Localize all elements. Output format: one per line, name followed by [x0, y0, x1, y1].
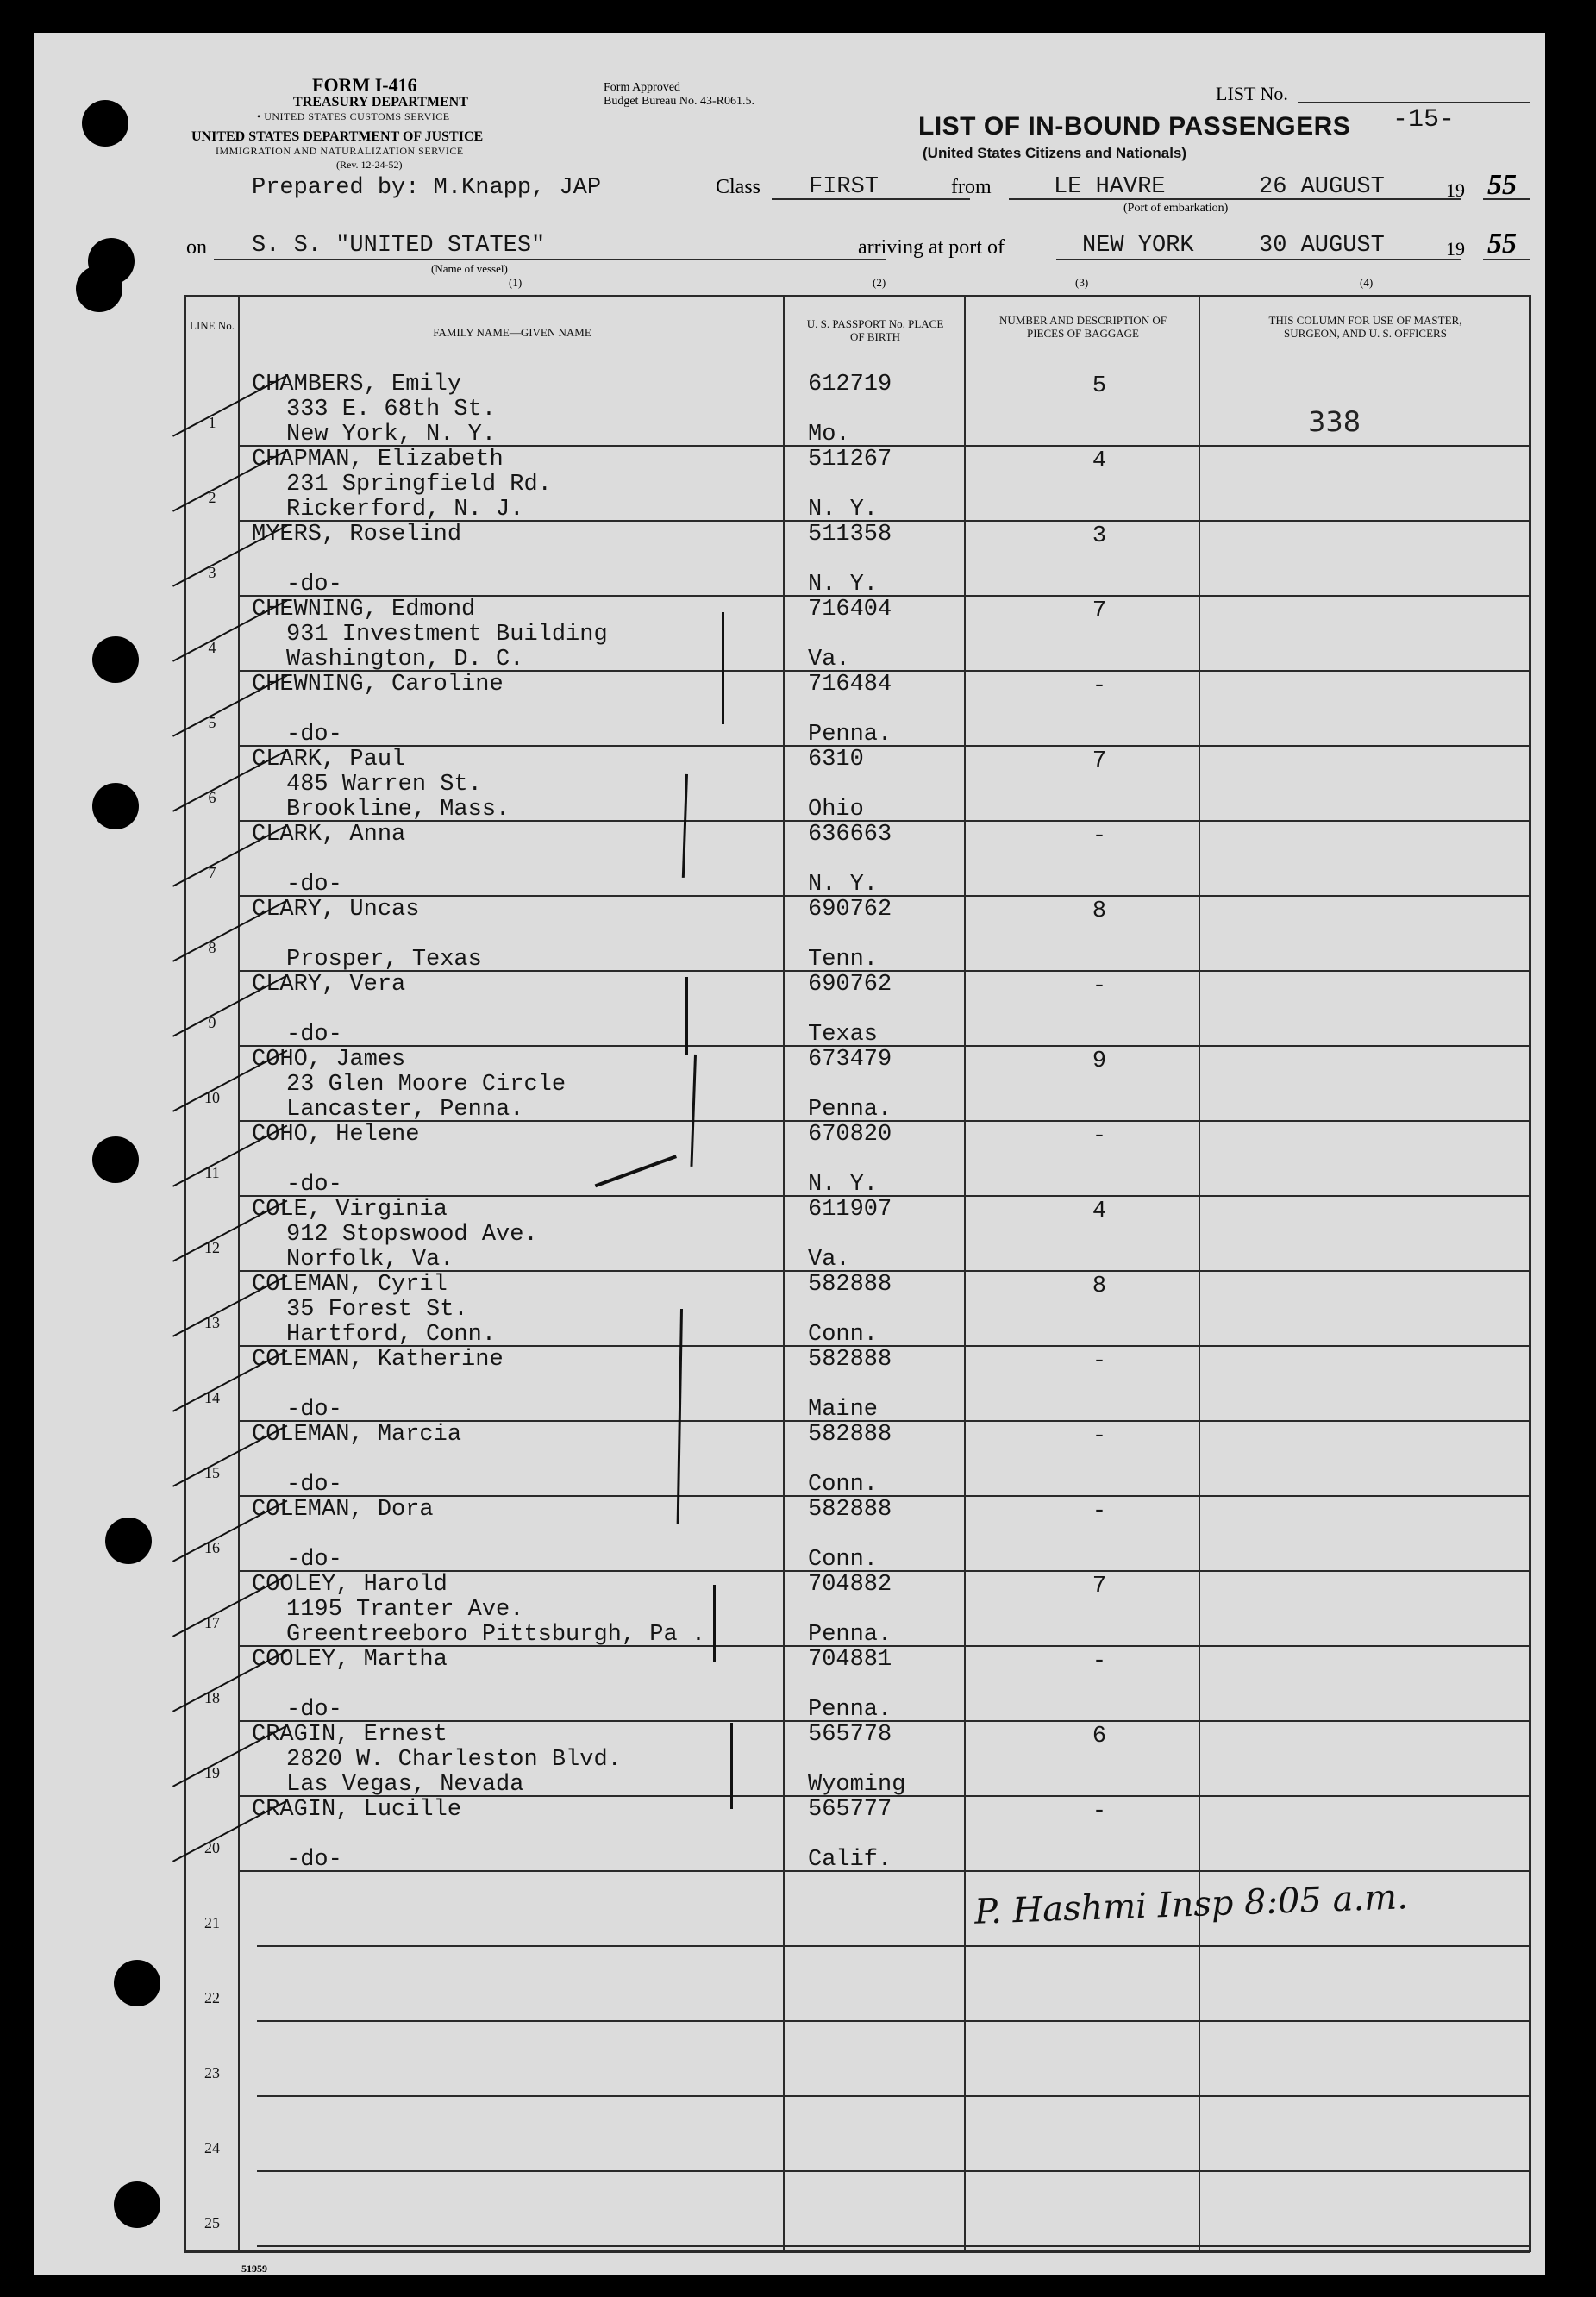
- line-number: 13: [204, 1314, 220, 1331]
- baggage-count: 7: [1092, 1574, 1107, 1599]
- address-line-2: -do-: [286, 1697, 342, 1723]
- passport-number: 582888: [808, 1347, 892, 1373]
- punch-hole: [105, 1518, 152, 1564]
- baggage-count: 8: [1092, 898, 1107, 924]
- col-number-3: (3): [1075, 276, 1089, 289]
- passport-number: 716404: [808, 597, 892, 623]
- place-of-birth: Maine: [808, 1397, 879, 1423]
- line-number: 5: [208, 714, 216, 731]
- line-number: 11: [204, 1164, 220, 1181]
- place-of-birth: Tenn.: [808, 947, 879, 973]
- address-line-1: 23 Glen Moore Circle: [286, 1072, 566, 1098]
- passenger-name: CRAGIN, Ernest: [252, 1722, 448, 1748]
- from-port: LE HAVRE: [1054, 174, 1166, 200]
- baggage-count: -: [1092, 973, 1107, 999]
- on-label: on: [186, 236, 207, 259]
- baggage-count: -: [1092, 823, 1107, 849]
- line-number: 10: [204, 1089, 220, 1106]
- baggage-count: 3: [1092, 523, 1107, 549]
- punch-hole: [92, 783, 139, 829]
- address-line-1: 35 Forest St.: [286, 1297, 468, 1323]
- check-mark: [685, 977, 688, 1055]
- from-date: 26 AUGUST: [1259, 174, 1385, 200]
- col-header-name: FAMILY NAME—GIVEN NAME: [433, 326, 591, 339]
- baggage-count: 8: [1092, 1274, 1107, 1299]
- passenger-name: MYERS, Roselind: [252, 522, 462, 548]
- passenger-name: CLARK, Anna: [252, 822, 406, 848]
- baggage-count: -: [1092, 1499, 1107, 1524]
- passenger-name: COLEMAN, Marcia: [252, 1422, 462, 1448]
- line-number: 23: [204, 2064, 220, 2081]
- row-rule: [257, 2170, 1529, 2172]
- punch-hole: [114, 2181, 160, 2228]
- address-line-1: 333 E. 68th St.: [286, 397, 497, 422]
- baggage-count: -: [1092, 1123, 1107, 1149]
- place-of-birth: Mo.: [808, 422, 850, 448]
- address-line-2: New York, N. Y.: [286, 422, 497, 448]
- address-line-2: -do-: [286, 722, 342, 748]
- passport-number: 612719: [808, 372, 892, 397]
- passenger-name: COLEMAN, Katherine: [252, 1347, 504, 1373]
- line-number: 1: [208, 414, 216, 431]
- passport-number: 611907: [808, 1197, 892, 1223]
- passenger-name: CLARY, Vera: [252, 972, 406, 998]
- passenger-name: COHO, James: [252, 1047, 406, 1073]
- row-rule: [257, 2020, 1529, 2022]
- line-number: 25: [204, 2214, 220, 2231]
- check-mark: [690, 1055, 697, 1167]
- punch-hole: [92, 1136, 139, 1183]
- address-line-1: 231 Springfield Rd.: [286, 472, 552, 498]
- address-line-2: Hartford, Conn.: [286, 1322, 497, 1348]
- inspector-signature: P. Hashmi Insp 8:05 a.m.: [973, 1877, 1409, 1932]
- passport-number: 704882: [808, 1572, 892, 1598]
- place-of-birth: Conn.: [808, 1547, 879, 1573]
- ins-service: IMMIGRATION AND NATURALIZATION SERVICE: [216, 145, 464, 157]
- line-number: 17: [204, 1614, 220, 1631]
- arrival-date: 30 AUGUST: [1259, 233, 1385, 259]
- place-of-birth: Penna.: [808, 1097, 892, 1123]
- arrival-year-prefix: 19: [1446, 238, 1465, 260]
- arriving-label: arriving at port of: [858, 236, 1005, 259]
- passport-number: 6310: [808, 747, 864, 773]
- place-of-birth: Va.: [808, 647, 850, 673]
- passport-number: 716484: [808, 672, 892, 698]
- passenger-name: CHAMBERS, Emily: [252, 372, 462, 397]
- passenger-name: COOLEY, Martha: [252, 1647, 448, 1673]
- col-number-1: (1): [509, 276, 523, 289]
- row-rule: [257, 2095, 1529, 2097]
- line-number: 22: [204, 1989, 220, 2006]
- place-of-birth: Texas: [808, 1022, 879, 1048]
- passport-number: 511267: [808, 447, 892, 473]
- footer-code: 51959: [241, 2263, 267, 2275]
- row-rule: [257, 2245, 1529, 2247]
- passenger-name: COLE, Virginia: [252, 1197, 448, 1223]
- page-title: LIST OF IN-BOUND PASSENGERS: [918, 112, 1351, 141]
- line-number: 15: [204, 1464, 220, 1481]
- address-line-2: Greentreeboro Pittsburgh, Pa .: [286, 1622, 706, 1648]
- address-line-1: 1195 Tranter Ave.: [286, 1597, 524, 1623]
- place-of-birth: Va.: [808, 1247, 850, 1273]
- line-number: 18: [204, 1689, 220, 1706]
- treasury-dept: TREASURY DEPARTMENT: [293, 95, 468, 110]
- col-header-passport: U. S. PASSPORT No. PLACE OF BIRTH: [806, 317, 944, 343]
- passenger-name: CRAGIN, Lucille: [252, 1797, 462, 1823]
- line-number: 2: [208, 489, 216, 506]
- address-line-2: Prosper, Texas: [286, 947, 482, 973]
- passport-number: 673479: [808, 1047, 892, 1073]
- col-header-line: LINE No.: [190, 319, 235, 332]
- line-number: 8: [208, 939, 216, 956]
- list-number: -15-: [1393, 105, 1455, 135]
- line-number: 7: [208, 864, 216, 881]
- passport-number: 670820: [808, 1122, 892, 1148]
- address-line-2: Las Vegas, Nevada: [286, 1772, 524, 1798]
- place-of-birth: Penna.: [808, 1697, 892, 1723]
- class-value: FIRST: [809, 174, 879, 200]
- officer-note: 338: [1308, 405, 1361, 438]
- passenger-name: COLEMAN, Cyril: [252, 1272, 448, 1298]
- address-line-2: Rickerford, N. J.: [286, 497, 524, 523]
- row-rule: [257, 1945, 1529, 1947]
- from-year-prefix: 19: [1446, 179, 1465, 201]
- passenger-name: CHAPMAN, Elizabeth: [252, 447, 504, 473]
- address-line-2: -do-: [286, 1847, 342, 1873]
- passenger-name: CHEWNING, Edmond: [252, 597, 476, 623]
- check-mark: [722, 612, 724, 724]
- address-line-1: 912 Stopswood Ave.: [286, 1222, 538, 1248]
- line-number: 4: [208, 639, 216, 656]
- port-embarkation-label: (Port of embarkation): [1123, 202, 1229, 215]
- line-number: 19: [204, 1764, 220, 1781]
- line-number: 21: [204, 1914, 220, 1931]
- baggage-count: -: [1092, 1799, 1107, 1824]
- customs-service: • UNITED STATES CUSTOMS SERVICE: [257, 110, 450, 122]
- passenger-name: COHO, Helene: [252, 1122, 420, 1148]
- passenger-name: CHEWNING, Caroline: [252, 672, 504, 698]
- baggage-count: -: [1092, 1649, 1107, 1674]
- passport-number: 582888: [808, 1422, 892, 1448]
- place-of-birth: Penna.: [808, 722, 892, 748]
- check-mark: [595, 1155, 677, 1187]
- address-line-2: Brookline, Mass.: [286, 797, 510, 823]
- form-revision: (Rev. 12-24-52): [336, 159, 403, 171]
- class-label: Class: [716, 176, 761, 198]
- passport-number: 511358: [808, 522, 892, 548]
- passport-number: 582888: [808, 1497, 892, 1523]
- place-of-birth: N. Y.: [808, 1172, 879, 1198]
- place-of-birth: N. Y.: [808, 872, 879, 898]
- address-line-2: -do-: [286, 572, 342, 598]
- passport-number: 636663: [808, 822, 892, 848]
- col-header-baggage: NUMBER AND DESCRIPTION OF PIECES OF BAGGAGE: [999, 314, 1167, 340]
- baggage-count: 7: [1092, 598, 1107, 624]
- budget-bureau: Budget Bureau No. 43-R061.5.: [604, 95, 754, 108]
- list-no-label: LIST No.: [1216, 83, 1288, 104]
- address-line-1: 485 Warren St.: [286, 772, 482, 798]
- line-number: 14: [204, 1389, 220, 1406]
- baggage-count: 4: [1092, 448, 1107, 474]
- place-of-birth: Conn.: [808, 1472, 879, 1498]
- check-mark: [682, 774, 688, 878]
- justice-dept: UNITED STATES DEPARTMENT OF JUSTICE: [191, 129, 484, 144]
- page-subtitle: (United States Citizens and Nationals): [923, 145, 1187, 161]
- passport-number: 582888: [808, 1272, 892, 1298]
- check-mark: [677, 1309, 683, 1524]
- col-number-2: (2): [873, 276, 886, 289]
- check-mark: [713, 1585, 716, 1662]
- punch-hole: [92, 636, 139, 683]
- address-line-2: -do-: [286, 1397, 342, 1423]
- vessel-name: S. S. "UNITED STATES": [252, 233, 546, 259]
- place-of-birth: Calif.: [808, 1847, 892, 1873]
- line-number: 9: [208, 1014, 216, 1031]
- line-number: 16: [204, 1539, 220, 1556]
- address-line-2: -do-: [286, 1022, 342, 1048]
- address-line-2: -do-: [286, 872, 342, 898]
- line-number: 3: [208, 564, 216, 581]
- address-line-1: 2820 W. Charleston Blvd.: [286, 1747, 622, 1773]
- place-of-birth: N. Y.: [808, 497, 879, 523]
- place-of-birth: Ohio: [808, 797, 864, 823]
- baggage-count: -: [1092, 673, 1107, 699]
- check-mark: [730, 1723, 733, 1809]
- address-line-2: -do-: [286, 1472, 342, 1498]
- punch-hole: [114, 1960, 160, 2006]
- address-line-2: -do-: [286, 1547, 342, 1573]
- baggage-count: 9: [1092, 1048, 1107, 1074]
- baggage-count: 4: [1092, 1199, 1107, 1224]
- line-number: 24: [204, 2139, 220, 2156]
- passport-number: 565778: [808, 1722, 892, 1748]
- passenger-name: CLARY, Uncas: [252, 897, 420, 923]
- prepared-by: Prepared by: M.Knapp, JAP: [252, 175, 602, 201]
- address-line-1: 931 Investment Building: [286, 622, 608, 648]
- form-number: FORM I-416: [312, 74, 417, 96]
- punch-hole: [82, 100, 128, 147]
- col-header-officers: THIS COLUMN FOR USE OF MASTER, SURGEON, AND U. S. OFFICERS: [1268, 314, 1462, 340]
- baggage-count: 6: [1092, 1724, 1107, 1749]
- from-label: from: [951, 176, 992, 198]
- arrival-year: 55: [1487, 228, 1517, 260]
- place-of-birth: N. Y.: [808, 572, 879, 598]
- passport-number: 565777: [808, 1797, 892, 1823]
- manifest-page: [34, 33, 1545, 2275]
- address-line-2: Norfolk, Va.: [286, 1247, 454, 1273]
- place-of-birth: Wyoming: [808, 1772, 906, 1798]
- line-number: 12: [204, 1239, 220, 1256]
- baggage-count: 7: [1092, 748, 1107, 774]
- line-number: 20: [204, 1839, 220, 1856]
- address-line-2: Lancaster, Penna.: [286, 1097, 524, 1123]
- vessel-label: (Name of vessel): [431, 262, 508, 275]
- passport-number: 690762: [808, 897, 892, 923]
- passport-number: 690762: [808, 972, 892, 998]
- place-of-birth: Conn.: [808, 1322, 879, 1348]
- form-approved: Form Approved: [604, 81, 681, 94]
- address-line-2: Washington, D. C.: [286, 647, 524, 673]
- punch-hole: [76, 266, 122, 312]
- baggage-count: -: [1092, 1424, 1107, 1449]
- col-number-4: (4): [1360, 276, 1374, 289]
- passenger-name: CLARK, Paul: [252, 747, 406, 773]
- passport-number: 704881: [808, 1647, 892, 1673]
- baggage-count: -: [1092, 1349, 1107, 1374]
- from-year: 55: [1487, 169, 1517, 201]
- line-number: 6: [208, 789, 216, 806]
- address-line-2: -do-: [286, 1172, 342, 1198]
- arrival-port: NEW YORK: [1082, 233, 1194, 259]
- baggage-count: 5: [1092, 373, 1107, 399]
- passenger-name: COOLEY, Harold: [252, 1572, 448, 1598]
- passenger-name: COLEMAN, Dora: [252, 1497, 434, 1523]
- place-of-birth: Penna.: [808, 1622, 892, 1648]
